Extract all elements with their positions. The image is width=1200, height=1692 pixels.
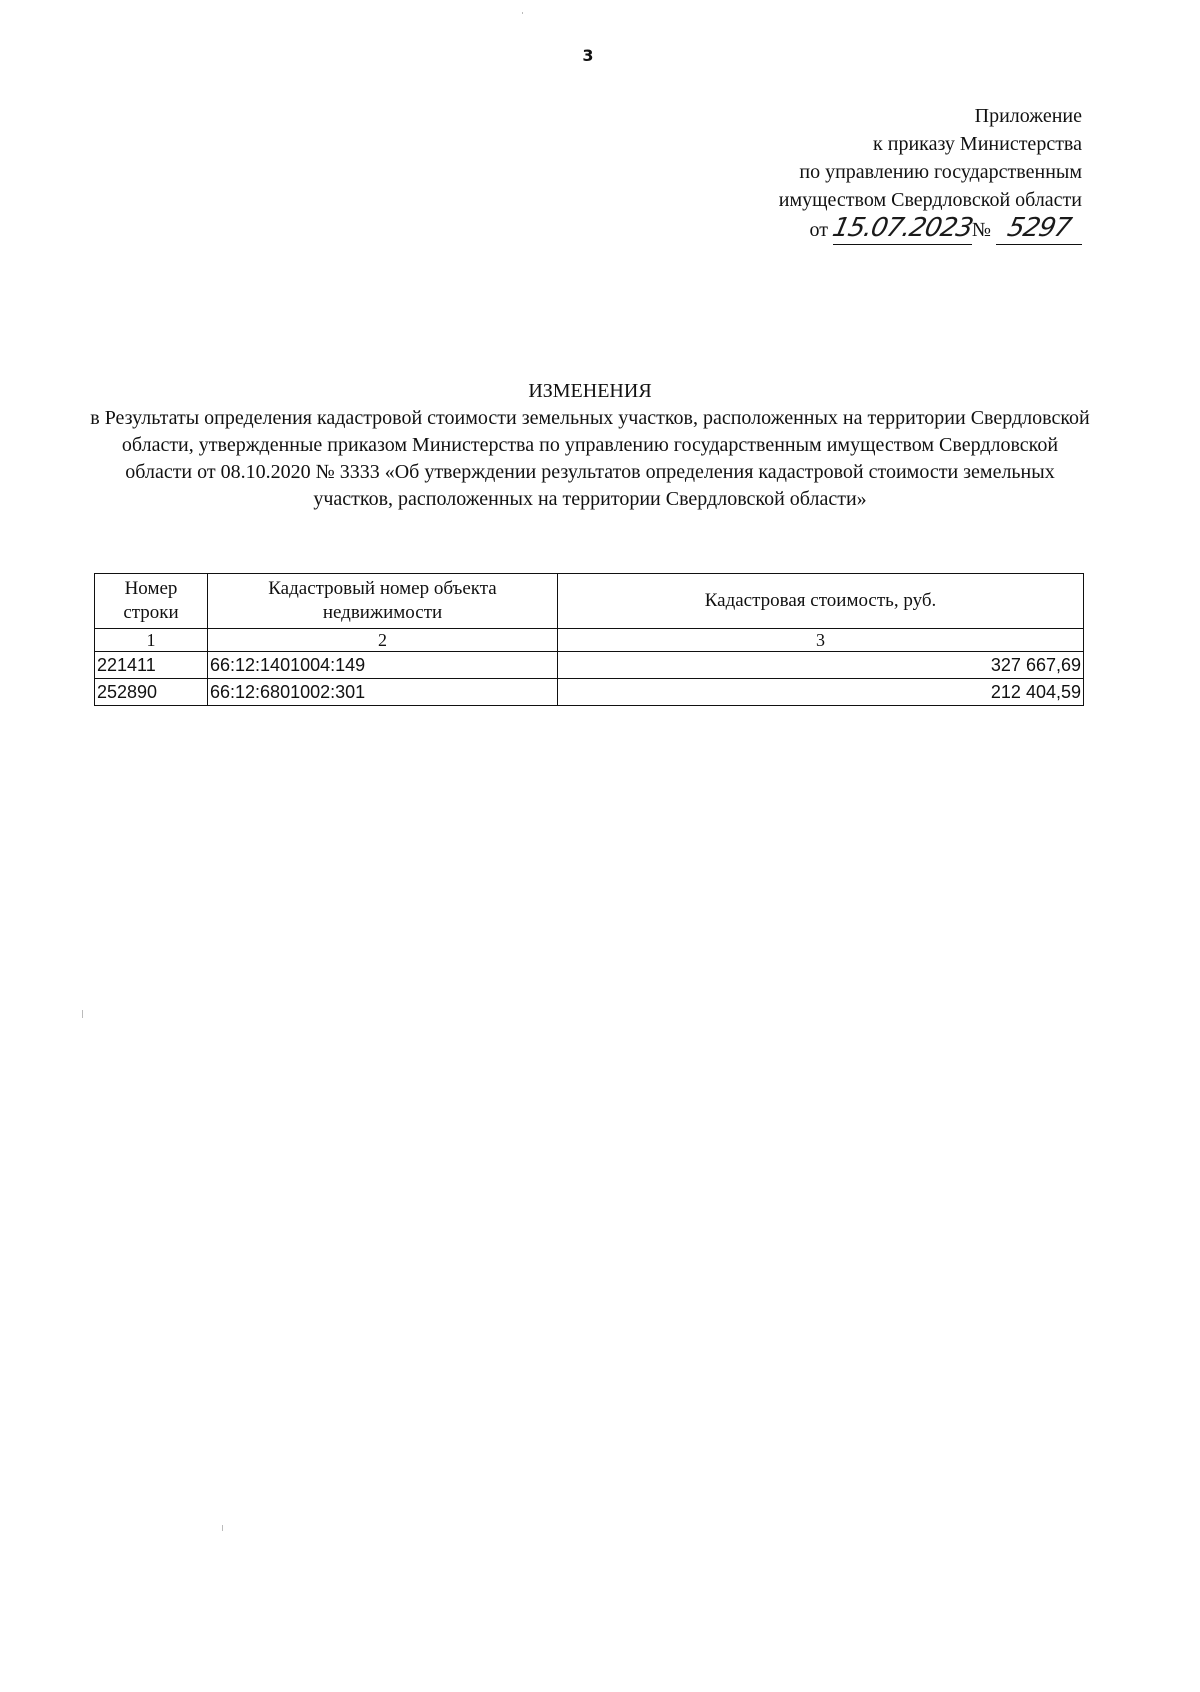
table-row	[95, 679, 1084, 706]
cadastral-value-cell: 327 667,69	[558, 652, 1084, 679]
header-cadastral-number: Кадастровый номер объекта недвижимости	[208, 574, 558, 629]
cadastral-number-cell: 66:12:1401004:149	[208, 652, 558, 679]
cadastral-value-cell: 212 404,59	[558, 679, 1084, 706]
date-prefix: от	[809, 219, 829, 241]
document-heading: ИЗМЕНЕНИЯ	[528, 380, 652, 402]
cadastral-number-cell: 66:12:6801002:301	[208, 679, 558, 706]
appendix-line-4: имуществом Свердловской области	[778, 189, 1082, 211]
column-number-cell: 2	[208, 629, 558, 652]
appendix-line-2: к приказу Министерства	[873, 133, 1082, 155]
scan-speck	[222, 1525, 223, 1531]
document-title-block	[90, 378, 1090, 513]
appendix-line-1: Приложение	[974, 105, 1082, 127]
header-row-number: Номер строки	[95, 574, 208, 629]
document-subtitle: в Результаты определения кадастровой стоимости земельных участков, расположенных на территории Свердловской области, утвержденные приказом Министерства по управлению государственным имуществом Свердловской области от 08.10.2020 № 3333 «Об утверждении результатов определения кадастровой стоимости земельных участков, расположенных на территории Свердловской области»	[90, 407, 1090, 510]
number-field	[996, 214, 1082, 245]
column-number-row	[95, 629, 1084, 652]
row-number-cell: 221411	[95, 652, 208, 679]
table-header-row	[95, 574, 1084, 629]
scan-speck	[82, 1010, 83, 1018]
table-row	[95, 652, 1084, 679]
row-number-cell: 252890	[95, 679, 208, 706]
handwritten-date: 15.07.2023	[829, 213, 976, 243]
handwritten-number: 5297	[1004, 213, 1074, 243]
appendix-block	[779, 102, 1082, 250]
column-number-cell: 1	[95, 629, 208, 652]
date-field	[829, 213, 976, 245]
column-number-cell: 3	[558, 629, 1084, 652]
header-cadastral-value: Кадастровая стоимость, руб.	[558, 574, 1084, 629]
number-prefix: №	[971, 219, 991, 241]
changes-table	[94, 573, 1084, 706]
appendix-line-3: по управлению государственным	[799, 161, 1082, 183]
page-number: 3	[582, 46, 594, 65]
scan-speck	[522, 12, 523, 14]
appendix-date-line	[779, 214, 1082, 250]
